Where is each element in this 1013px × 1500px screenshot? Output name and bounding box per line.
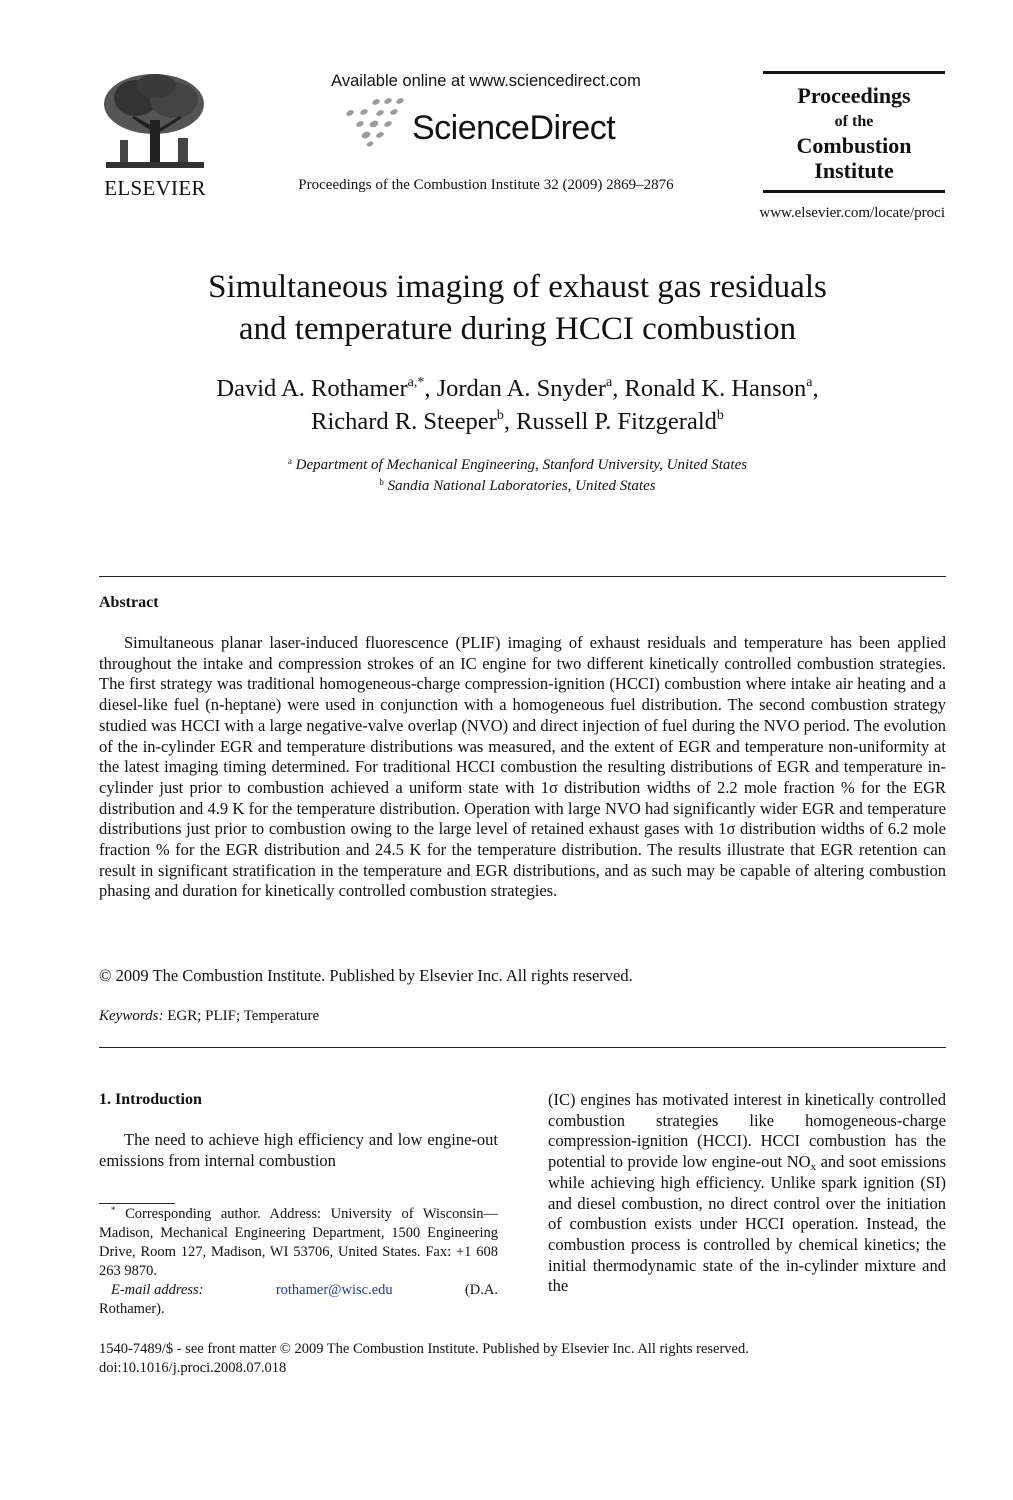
sciencedirect-dots-icon [340, 97, 410, 147]
author-affil-mark: b [496, 408, 504, 423]
box-line-3: Combustion [796, 133, 912, 158]
divider-top [99, 576, 946, 577]
affiliation-b: $^b$ Sandia National Laboratories, United States [379, 477, 656, 494]
title-line-1: Simultaneous imaging of exhaust gas residuals [208, 269, 827, 305]
author-affil-mark: a,* [407, 375, 425, 390]
author-name: Ronald K. Hanson [624, 375, 807, 402]
corresponding-author-footnote [99, 1205, 498, 1319]
affiliation-a: $^a$ Department of Mechanical Engineering, Stanford University, United States [287, 456, 748, 473]
author-list [100, 372, 935, 438]
journal-citation: Proceedings of the Combustion Institute 32 (2009) 2869–2876 [298, 177, 674, 193]
front-matter-footer [99, 1340, 946, 1377]
abstract-copyright: © 2009 The Combustion Institute. Published by Elsevier Inc. All rights reserved. [99, 966, 633, 985]
email-owner-cont: Rothamer). [99, 1301, 165, 1317]
author-line-2: Richard R. Steeper$^b$, Russell P. Fitzgerald$^b$ [311, 408, 724, 435]
keywords-list: EGR; PLIF; Temperature [167, 1008, 320, 1024]
title-line-2: and temperature during HCCI combustion [238, 311, 797, 347]
abstract-text: Simultaneous planar laser-induced fluorescence (PLIF) imaging of exhaust residuals and temperature has been applied throughout the intake and compression strokes of an IC engine for two different kinetically controlled combustion strategies. The first strategy was traditional homogeneous-charge compression-ignition (HCCI) combustion where intake air heating and a diesel-like fuel (n-heptane) were used in conjunction with a homogeneous fuel distribution. The second combustion strategy studied was HCCI with a large negative-valve overlap (NVO) and direct injection of fuel during the NVO period. The evolution of the in-cylinder EGR and temperature distributions was measured, and the extent of EGR and temperature non-uniformity at the latest imaging timing determined. For traditional HCCI combustion the resulting distributions of EGR and temperature in-cylinder just prior to combustion achieved a uniform state with 1σ distribution widths of 2.2 mole fraction % for the EGR distribution and 4.9 K for the temperature distribution. Operation with large NVO had significantly wider EGR and temperature distributions just prior to combustion owing to the large level of retained exhaust gases with 1σ distribution widths of 6.2 mole fraction % for the EGR distribution and 24.5 K for the temperature distribution. The results illustrate that EGR retention can result in significant stratification in the temperature and EGR distributions, and as such may be capable of altering combustion phasing and duration for kinetically controlled combustion strategies. [99, 633, 946, 901]
email-link[interactable]: rothamer@wisc.edu [275, 1282, 393, 1298]
author-affil-mark: a [806, 375, 813, 390]
journal-url[interactable]: www.elsevier.com/locate/proci [759, 205, 945, 221]
author-name: Richard R. Steeper [311, 408, 497, 435]
elsevier-tree-icon [96, 70, 214, 174]
footnote-email-line: E-mail address: rothamer@wisc.edu (D.A. [99, 1281, 498, 1300]
author-name: Jordan A. Snyder [436, 375, 607, 402]
email-label: E-mail address: [111, 1282, 204, 1298]
author-name: Russell P. Fitzgerald [516, 408, 717, 435]
author-affil-mark: b [716, 408, 724, 423]
affiliations [100, 455, 935, 497]
author-line-1: David A. Rothamer$^{a,*}$, Jordan A. Snyder$^a$, Ronald K. Hanson$^a$, [216, 375, 819, 402]
author-name: David A. Rothamer [216, 375, 408, 402]
divider-bottom [99, 1047, 946, 1048]
sciencedirect-wordmark: ScienceDirect [412, 109, 616, 147]
sciencedirect-logo[interactable] [340, 97, 640, 153]
footnote-address: * Corresponding author. Address: University of Wisconsin—Madison, Mechanical Engineering Department, 1500 Engineering Drive, Room 127, Madison, WI 53706, United States. Fax: +1 608 263 9870. [99, 1205, 499, 1279]
box-bottom-rule [763, 190, 945, 193]
doi-line[interactable]: doi:10.1016/j.proci.2008.07.018 [99, 1359, 287, 1376]
keywords-label: Keywords: [99, 1008, 164, 1024]
elsevier-logo [96, 70, 214, 200]
journal-title-box [763, 71, 945, 193]
footnote-rule [99, 1203, 175, 1204]
box-line-1: Proceedings [797, 83, 911, 108]
author-affil-mark: a [606, 375, 613, 390]
box-top-rule [763, 71, 945, 74]
abstract-heading: Abstract [99, 594, 159, 611]
section-heading: 1. Introduction [99, 1091, 202, 1108]
issn-line: 1540-7489/$ - see front matter © 2009 The Combustion Institute. Published by Elsevier Inc. All rights reserved. [99, 1341, 749, 1357]
intro-right-paragraph: (IC) engines has motivated interest in kinetically controlled combustion strategies like homogeneous-charge compression-ignition (HCCI). HCCI combustion has the potential to provide low engine-out $NO_x$ and soot emissions while achieving high efficiency. Unlike spark ignition (SI) and diesel combustion, no direct control over the initiation of combustion exists under HCCI operation. Instead, the combustion process is controlled by chemical kinetics; the initial thermodynamic state of the in-cylinder mixture and the [548, 1090, 946, 1296]
available-online[interactable]: Available online at www.sciencedirect.com [331, 72, 641, 90]
publisher-name: ELSEVIER [104, 176, 206, 200]
article-title [100, 266, 935, 350]
box-line-4: Institute [814, 158, 894, 183]
keywords [99, 1008, 946, 1025]
box-line-2: of the [834, 113, 874, 130]
intro-left-paragraph: The need to achieve high efficiency and low engine-out emissions from internal combustion [99, 1130, 498, 1170]
